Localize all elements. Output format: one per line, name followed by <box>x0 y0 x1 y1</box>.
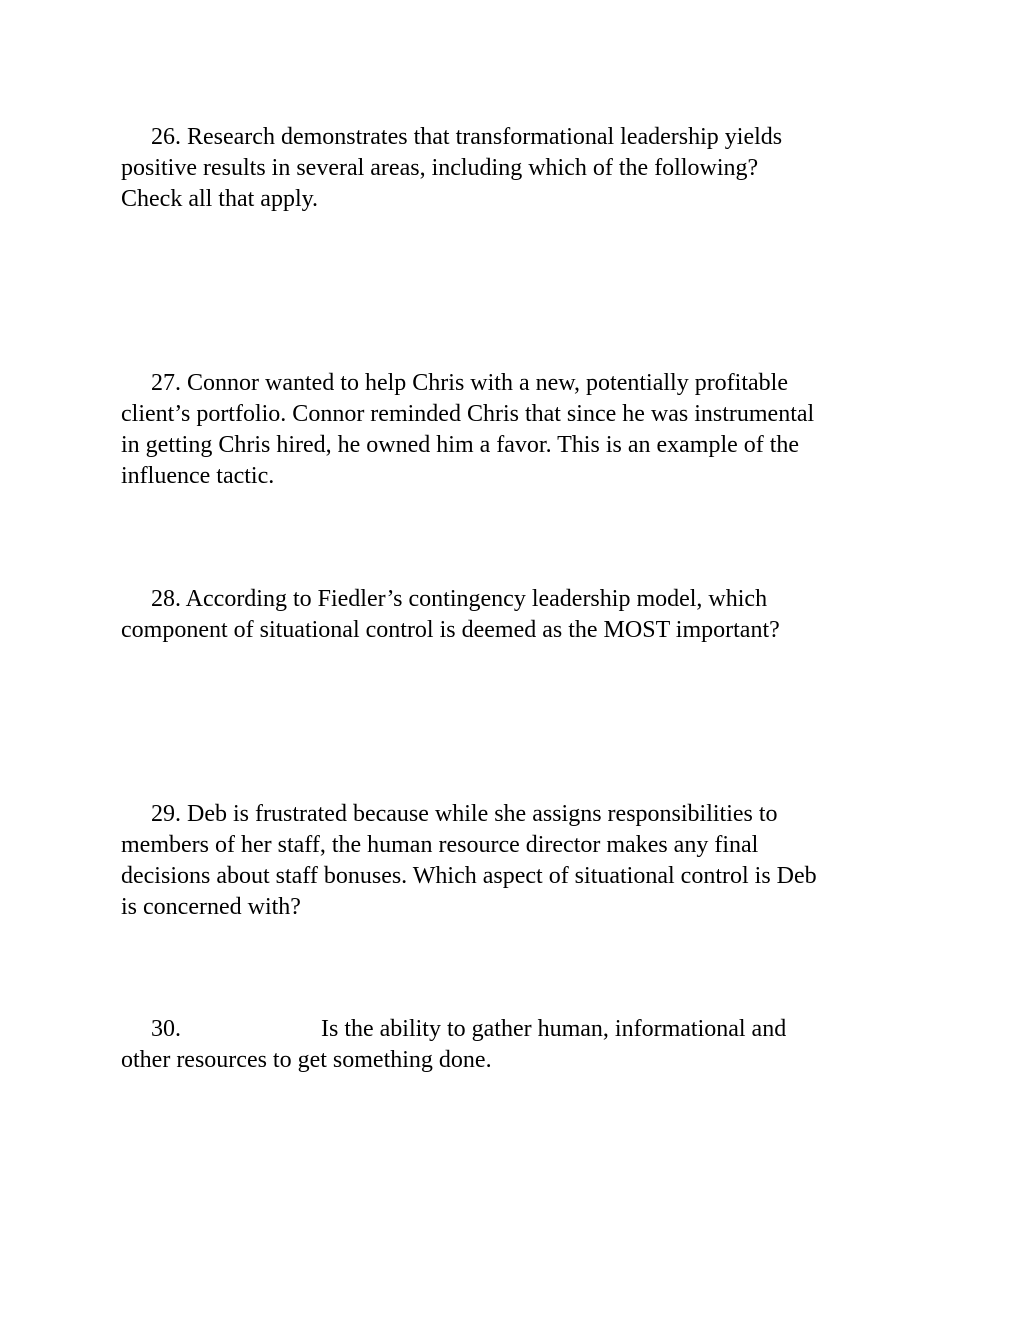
question-27-line-4: influence tactic. <box>121 463 275 489</box>
question-29-line-2: members of her staff, the human resource director makes any final <box>121 832 759 858</box>
question-29-line-4: is concerned with? <box>121 894 301 920</box>
question-28-line-1: 28. According to Fiedler’s contingency leadership model, which <box>151 586 768 612</box>
question-27 <box>121 368 911 492</box>
question-26-line-2: positive results in several areas, including which of the following? <box>121 155 759 181</box>
question-26-line-3: Check all that apply. <box>121 186 319 212</box>
question-28 <box>121 584 911 646</box>
question-30-line-1 <box>121 1014 911 1045</box>
question-29 <box>121 799 911 923</box>
question-30-number: 30. <box>151 1016 181 1042</box>
question-27-line-3: in getting Chris hired, he owned him a favor. This is an example of the <box>121 432 800 458</box>
question-27-line-2: client’s portfolio. Connor reminded Chris that since he was instrumental <box>121 401 815 427</box>
question-28-line-2: component of situational control is deemed as the MOST important? <box>121 617 780 643</box>
question-29-line-1: 29. Deb is frustrated because while she assigns responsibilities to <box>151 801 778 827</box>
question-27-line-1: 27. Connor wanted to help Chris with a new, potentially profitable <box>151 370 788 396</box>
question-30 <box>121 1014 911 1076</box>
question-30-line-1-text: Is the ability to gather human, informational and <box>321 1016 787 1042</box>
question-30-line-2: other resources to get something done. <box>121 1047 492 1073</box>
question-26-line-1: 26. Research demonstrates that transformational leadership yields <box>151 124 783 150</box>
question-26 <box>121 122 911 215</box>
question-29-line-3: decisions about staff bonuses. Which aspect of situational control is Deb <box>121 863 817 889</box>
